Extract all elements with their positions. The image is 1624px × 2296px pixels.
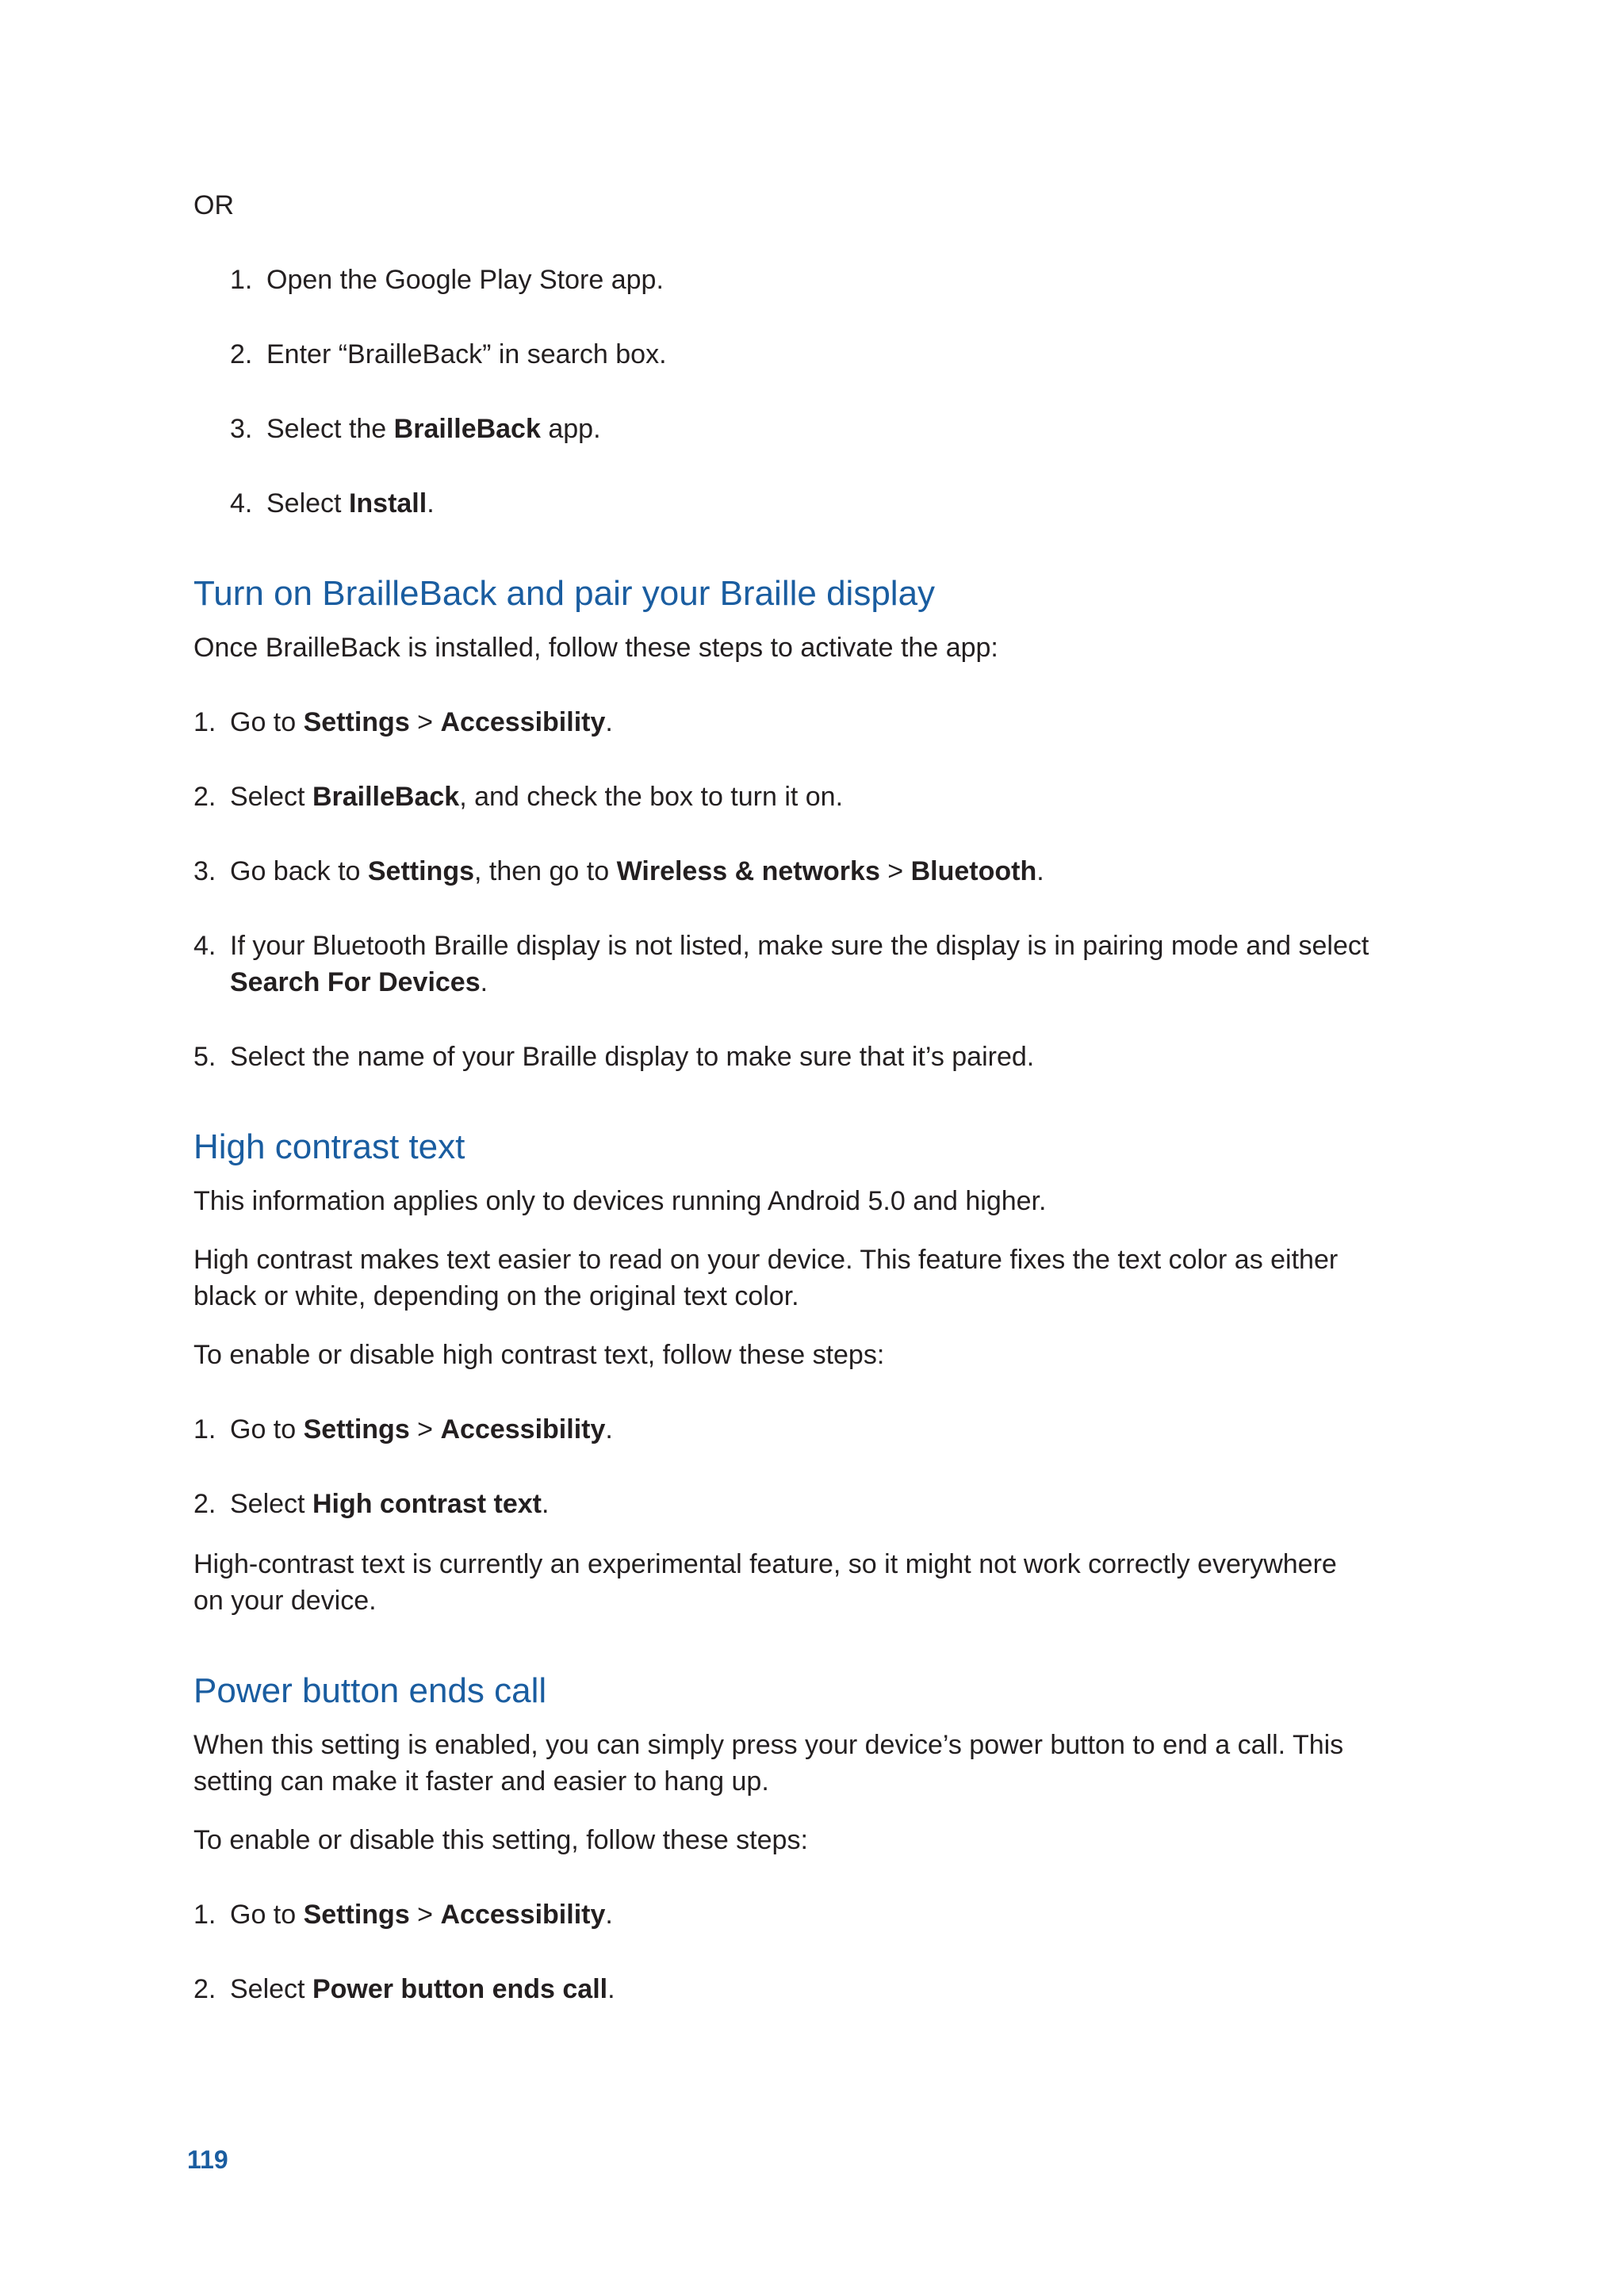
install-step-2: 2. Enter “BrailleBack” in search box. [230,339,667,369]
heading-power-button: Power button ends call [193,1671,547,1710]
heading-high-contrast: High contrast text [193,1127,465,1166]
brailleback-step-1: 1. Go to Settings > Accessibility. [193,707,613,737]
high-contrast-para-2b: black or white, depending on the original text color. [193,1281,799,1311]
high-contrast-para-2a: High contrast makes text easier to read on your device. This feature fixes the text color as either [193,1245,1339,1275]
install-step-3: 3. Select the BrailleBack app. [230,414,601,444]
power-button-step-2: 2. Select Power button ends call. [193,1974,615,2004]
brailleback-step-4-cont: Search For Devices. [230,967,488,997]
power-button-step-1: 1. Go to Settings > Accessibility. [193,1900,613,1930]
or-label: OR [193,190,234,220]
high-contrast-note-a: High-contrast text is currently an experimental feature, so it might not work correctly everywhere [193,1549,1337,1579]
brailleback-step-3: 3. Go back to Settings, then go to Wireless & networks > Bluetooth. [193,856,1044,886]
install-step-4: 4. Select Install. [230,488,435,519]
power-button-para-1a: When this setting is enabled, you can simply press your device’s power button to end a call. This [193,1730,1344,1760]
brailleback-step-4: 4. If your Bluetooth Braille display is not listed, make sure the display is in pairing mode and select [193,931,1369,961]
page-number: 119 [187,2145,228,2174]
brailleback-step-2: 2. Select BrailleBack, and check the box to turn it on. [193,782,844,812]
high-contrast-para-1: This information applies only to devices running Android 5.0 and higher. [193,1186,1047,1216]
install-step-1: 1. Open the Google Play Store app. [230,265,664,295]
brailleback-step-5: 5. Select the name of your Braille display to make sure that it’s paired. [193,1042,1035,1072]
brailleback-intro: Once BrailleBack is installed, follow these steps to activate the app: [193,633,998,663]
power-button-para-1b: setting can make it faster and easier to hang up. [193,1766,769,1797]
high-contrast-step-1: 1. Go to Settings > Accessibility. [193,1414,613,1445]
heading-brailleback: Turn on BrailleBack and pair your Braille display [193,574,936,613]
high-contrast-para-3: To enable or disable high contrast text, follow these steps: [193,1340,885,1370]
high-contrast-note-b: on your device. [193,1586,377,1616]
power-button-para-2: To enable or disable this setting, follow these steps: [193,1825,808,1855]
high-contrast-step-2: 2. Select High contrast text. [193,1489,550,1519]
